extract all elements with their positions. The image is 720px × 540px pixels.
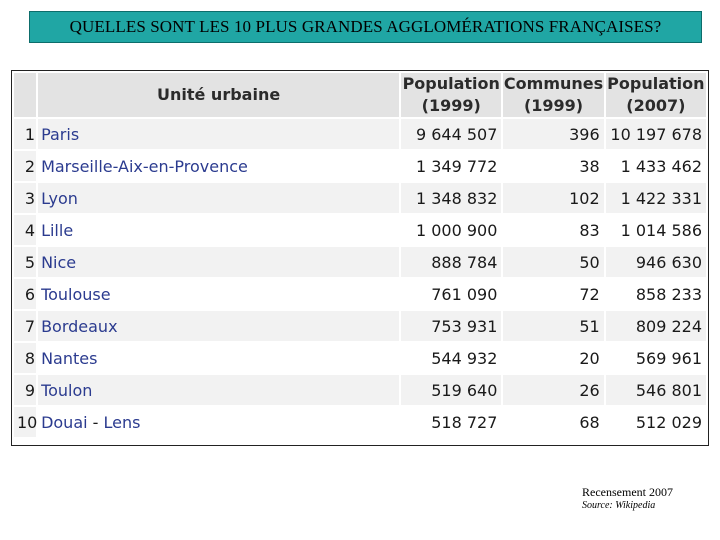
table-row bbox=[14, 343, 706, 373]
city-link[interactable]: Lille bbox=[41, 220, 74, 240]
row-population-2007: 10 197 678 bbox=[606, 119, 706, 149]
header-population-1999[interactable] bbox=[401, 73, 501, 117]
row-rank: 3 bbox=[14, 183, 36, 213]
header-communes-line2: (1999) bbox=[523, 96, 584, 115]
row-population-1999: 544 932 bbox=[401, 343, 501, 373]
row-population-2007: 858 233 bbox=[606, 279, 706, 309]
city-link[interactable]: Nice bbox=[41, 252, 77, 272]
header-communes-line1: Communes bbox=[503, 74, 604, 93]
row-unite-urbaine bbox=[38, 311, 399, 341]
slide-title-box bbox=[29, 11, 702, 43]
city-link[interactable]: Nantes bbox=[41, 348, 98, 368]
row-population-1999: 761 090 bbox=[401, 279, 501, 309]
row-population-2007: 546 801 bbox=[606, 375, 706, 405]
city-link[interactable]: Bordeaux bbox=[41, 316, 118, 336]
table-row bbox=[14, 279, 706, 309]
row-population-2007: 1 433 462 bbox=[606, 151, 706, 181]
row-communes-1999: 50 bbox=[503, 247, 603, 277]
row-population-2007: 946 630 bbox=[606, 247, 706, 277]
table-row bbox=[14, 119, 706, 149]
row-population-2007: 512 029 bbox=[606, 407, 706, 437]
row-unite-urbaine bbox=[38, 119, 399, 149]
row-rank: 8 bbox=[14, 343, 36, 373]
city-link[interactable]: Douai bbox=[41, 412, 88, 432]
city-link[interactable]: Toulouse bbox=[41, 284, 111, 304]
city-link[interactable]: Paris bbox=[41, 124, 80, 144]
row-population-1999: 9 644 507 bbox=[401, 119, 501, 149]
table-row bbox=[14, 215, 706, 245]
row-population-1999: 518 727 bbox=[401, 407, 501, 437]
row-communes-1999: 20 bbox=[503, 343, 603, 373]
row-communes-1999: 51 bbox=[503, 311, 603, 341]
header-communes-1999[interactable] bbox=[503, 73, 603, 117]
row-population-2007: 1 014 586 bbox=[606, 215, 706, 245]
row-population-1999: 1 349 772 bbox=[401, 151, 501, 181]
row-unite-urbaine bbox=[38, 343, 399, 373]
row-rank: 7 bbox=[14, 311, 36, 341]
row-population-2007: 809 224 bbox=[606, 311, 706, 341]
agglomerations-table bbox=[12, 71, 708, 439]
row-rank: 10 bbox=[14, 407, 36, 437]
row-communes-1999: 26 bbox=[503, 375, 603, 405]
row-population-1999: 1 000 900 bbox=[401, 215, 501, 245]
header-pop1999-line1: Population bbox=[402, 74, 500, 93]
row-rank: 6 bbox=[14, 279, 36, 309]
row-unite-urbaine bbox=[38, 183, 399, 213]
table-row bbox=[14, 247, 706, 277]
header-population-2007[interactable] bbox=[606, 73, 706, 117]
header-unite-urbaine[interactable] bbox=[38, 73, 399, 117]
header-pop1999-line2: (1999) bbox=[421, 96, 481, 115]
row-communes-1999: 68 bbox=[503, 407, 603, 437]
table-row bbox=[14, 407, 706, 437]
row-rank: 5 bbox=[14, 247, 36, 277]
row-population-1999: 519 640 bbox=[401, 375, 501, 405]
table-body bbox=[14, 119, 706, 437]
row-population-2007: 569 961 bbox=[606, 343, 706, 373]
table-screenshot bbox=[11, 70, 709, 446]
table-header-row bbox=[14, 73, 706, 117]
row-rank: 1 bbox=[14, 119, 36, 149]
header-pop2007-line1: Population bbox=[607, 74, 705, 93]
row-unite-urbaine bbox=[38, 247, 399, 277]
row-population-2007: 1 422 331 bbox=[606, 183, 706, 213]
row-population-1999: 1 348 832 bbox=[401, 183, 501, 213]
table-row bbox=[14, 151, 706, 181]
rank-header bbox=[14, 73, 36, 117]
row-unite-urbaine bbox=[38, 215, 399, 245]
census-note: Recensement 2007 bbox=[582, 485, 673, 499]
slide-title: QUELLES SONT LES 10 PLUS GRANDES AGGLOMÉRATIONS FRANÇAISES? bbox=[69, 17, 662, 36]
row-unite-urbaine bbox=[38, 151, 399, 181]
row-communes-1999: 102 bbox=[503, 183, 603, 213]
row-rank: 2 bbox=[14, 151, 36, 181]
row-communes-1999: 83 bbox=[503, 215, 603, 245]
row-unite-urbaine bbox=[38, 279, 399, 309]
row-unite-urbaine bbox=[38, 375, 399, 405]
table-row bbox=[14, 183, 706, 213]
row-rank: 4 bbox=[14, 215, 36, 245]
row-communes-1999: 396 bbox=[503, 119, 603, 149]
row-population-1999: 888 784 bbox=[401, 247, 501, 277]
city-separator: - bbox=[87, 412, 104, 432]
row-population-1999: 753 931 bbox=[401, 311, 501, 341]
footer bbox=[582, 485, 673, 513]
city-link[interactable]: Lens bbox=[103, 412, 141, 432]
header-unite-label: Unité urbaine bbox=[156, 85, 281, 104]
table-row bbox=[14, 311, 706, 341]
row-communes-1999: 72 bbox=[503, 279, 603, 309]
row-rank: 9 bbox=[14, 375, 36, 405]
row-unite-urbaine bbox=[38, 407, 399, 437]
row-communes-1999: 38 bbox=[503, 151, 603, 181]
city-link[interactable]: Lyon bbox=[41, 188, 78, 208]
city-link[interactable]: Toulon bbox=[41, 380, 93, 400]
source-note: Source: Wikipedia bbox=[582, 500, 656, 511]
header-pop2007-line2: (2007) bbox=[626, 96, 686, 115]
table-row bbox=[14, 375, 706, 405]
city-link[interactable]: Marseille-Aix-en-Provence bbox=[41, 156, 248, 176]
